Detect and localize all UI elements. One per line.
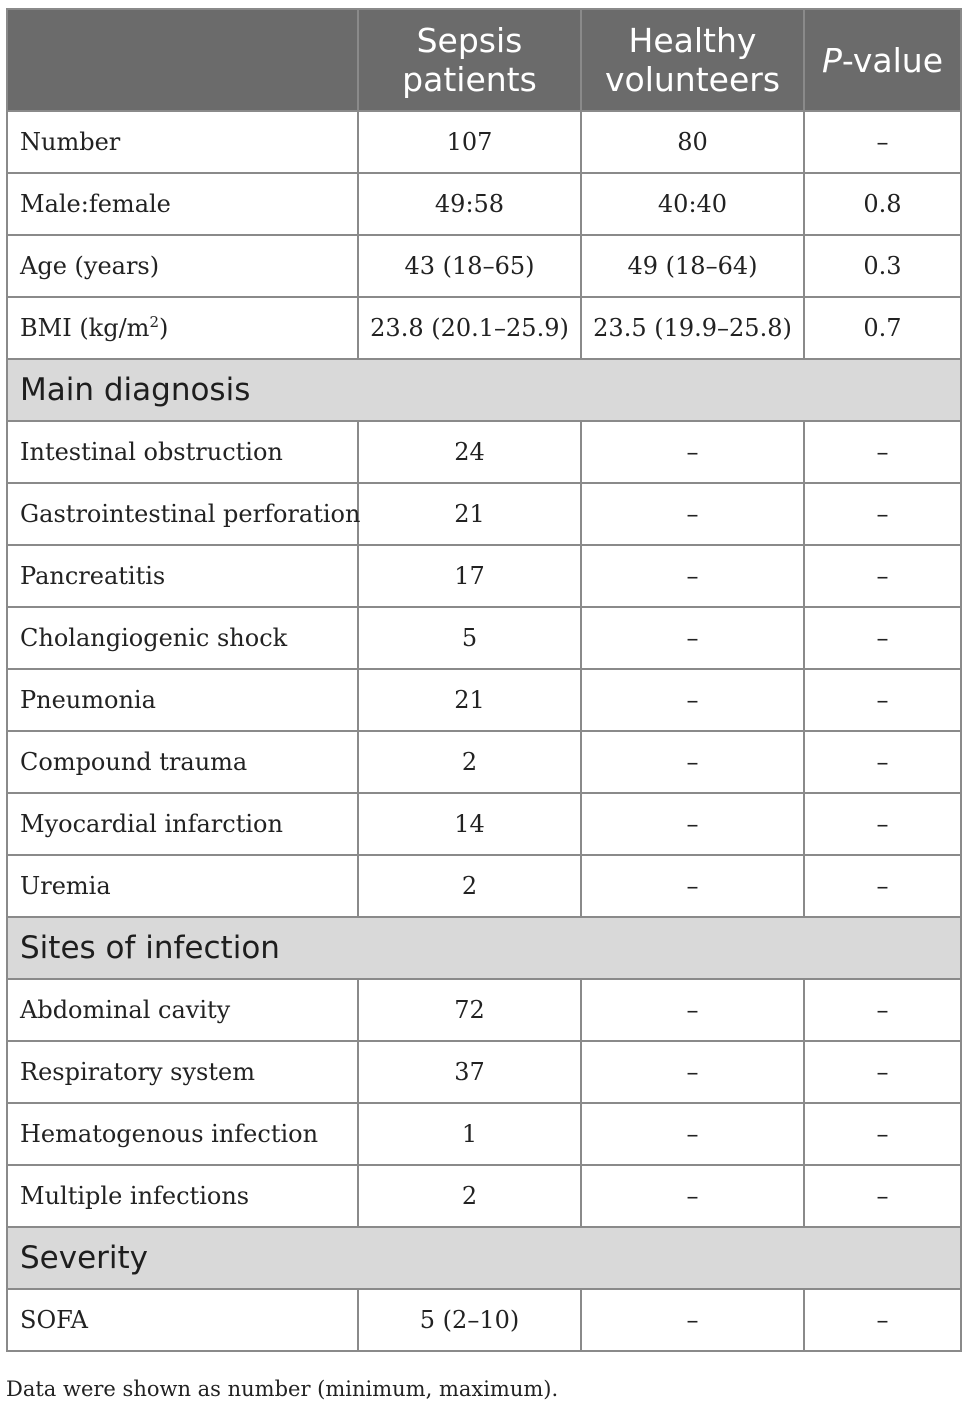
p-value: 0.8 [804,173,961,235]
table-row [7,1165,961,1227]
sepsis-value: 107 [358,111,581,173]
healthy-value: – [581,731,804,793]
row-label: Number [7,111,358,173]
p-value: – [804,669,961,731]
row-label: Respiratory system [7,1041,358,1103]
sepsis-value: 37 [358,1041,581,1103]
header-sepsis-line2: patients [402,60,537,99]
table-row [7,731,961,793]
bmi-label-end: ) [158,314,169,342]
header-healthy-line1: Healthy [628,21,757,60]
healthy-value: 23.5 (19.9–25.8) [581,297,804,359]
sepsis-value: 1 [358,1103,581,1165]
healthy-value: – [581,607,804,669]
table-row [7,421,961,483]
row-label: Gastrointestinal perforation [7,483,358,545]
row-label: Hematogenous infection [7,1103,358,1165]
healthy-value: – [581,421,804,483]
section-title: Main diagnosis [7,359,961,421]
p-value: – [804,855,961,917]
row-label-bmi [7,297,358,359]
sepsis-value: 72 [358,979,581,1041]
healthy-value: – [581,669,804,731]
header-healthy-volunteers [581,9,804,111]
table-row [7,669,961,731]
row-label: Multiple infections [7,1165,358,1227]
table-row-number [7,111,961,173]
p-value: – [804,1041,961,1103]
healthy-value: – [581,545,804,607]
header-p-italic: P [821,40,842,80]
sepsis-value: 43 (18–65) [358,235,581,297]
table-container [6,8,960,1352]
healthy-value: – [581,793,804,855]
header-row [7,9,961,111]
p-value: – [804,731,961,793]
healthy-value: – [581,979,804,1041]
healthy-value: 49 (18–64) [581,235,804,297]
row-label: Age (years) [7,235,358,297]
row-label: Uremia [7,855,358,917]
table-row [7,545,961,607]
sepsis-value: 2 [358,731,581,793]
healthy-value: – [581,855,804,917]
p-value: 0.7 [804,297,961,359]
header-healthy-line2: volunteers [604,60,781,99]
header-sepsis-patients [358,9,581,111]
p-value: – [804,979,961,1041]
p-value: – [804,545,961,607]
row-label: Intestinal obstruction [7,421,358,483]
table-row [7,979,961,1041]
header-p-rest: -value [841,40,944,80]
sepsis-value: 5 (2–10) [358,1289,581,1351]
row-label: Cholangiogenic shock [7,607,358,669]
sepsis-value: 5 [358,607,581,669]
row-label: Abdominal cavity [7,979,358,1041]
healthy-value: – [581,1289,804,1351]
row-label: Pancreatitis [7,545,358,607]
table-row [7,483,961,545]
sepsis-value: 21 [358,483,581,545]
table-row [7,793,961,855]
section-title: Severity [7,1227,961,1289]
section-header-severity [7,1227,961,1289]
row-label: Compound trauma [7,731,358,793]
table-row [7,1103,961,1165]
row-label: SOFA [7,1289,358,1351]
p-value: – [804,421,961,483]
header-p-value [804,9,961,111]
p-value: 0.3 [804,235,961,297]
row-label: Pneumonia [7,669,358,731]
p-value: – [804,1103,961,1165]
table-row-bmi [7,297,961,359]
table-row [7,1041,961,1103]
table-footnote: Data were shown as number (minimum, maximum). [6,1377,559,1401]
demographics-table [6,8,962,1352]
table-row-sex [7,173,961,235]
header-sepsis-line1: Sepsis [416,21,523,60]
sepsis-value: 14 [358,793,581,855]
section-header-sites-of-infection [7,917,961,979]
p-value: – [804,1165,961,1227]
healthy-value: 40:40 [581,173,804,235]
healthy-value: 80 [581,111,804,173]
row-label: Male:female [7,173,358,235]
sepsis-value: 17 [358,545,581,607]
header-empty-cell [7,9,358,111]
bmi-label-sup: 2 [149,313,159,331]
table-row [7,607,961,669]
bmi-label-text: BMI (kg/m [20,314,150,342]
table-row [7,1289,961,1351]
p-value: – [804,1289,961,1351]
table-row-age [7,235,961,297]
section-header-main-diagnosis [7,359,961,421]
p-value: – [804,793,961,855]
p-value: – [804,111,961,173]
row-label: Myocardial infarction [7,793,358,855]
table-row [7,855,961,917]
p-value: – [804,483,961,545]
p-value: – [804,607,961,669]
healthy-value: – [581,483,804,545]
healthy-value: – [581,1041,804,1103]
healthy-value: – [581,1103,804,1165]
section-title: Sites of infection [7,917,961,979]
healthy-value: – [581,1165,804,1227]
sepsis-value: 2 [358,1165,581,1227]
sepsis-value: 24 [358,421,581,483]
sepsis-value: 49:58 [358,173,581,235]
sepsis-value: 2 [358,855,581,917]
sepsis-value: 21 [358,669,581,731]
sepsis-value: 23.8 (20.1–25.9) [358,297,581,359]
